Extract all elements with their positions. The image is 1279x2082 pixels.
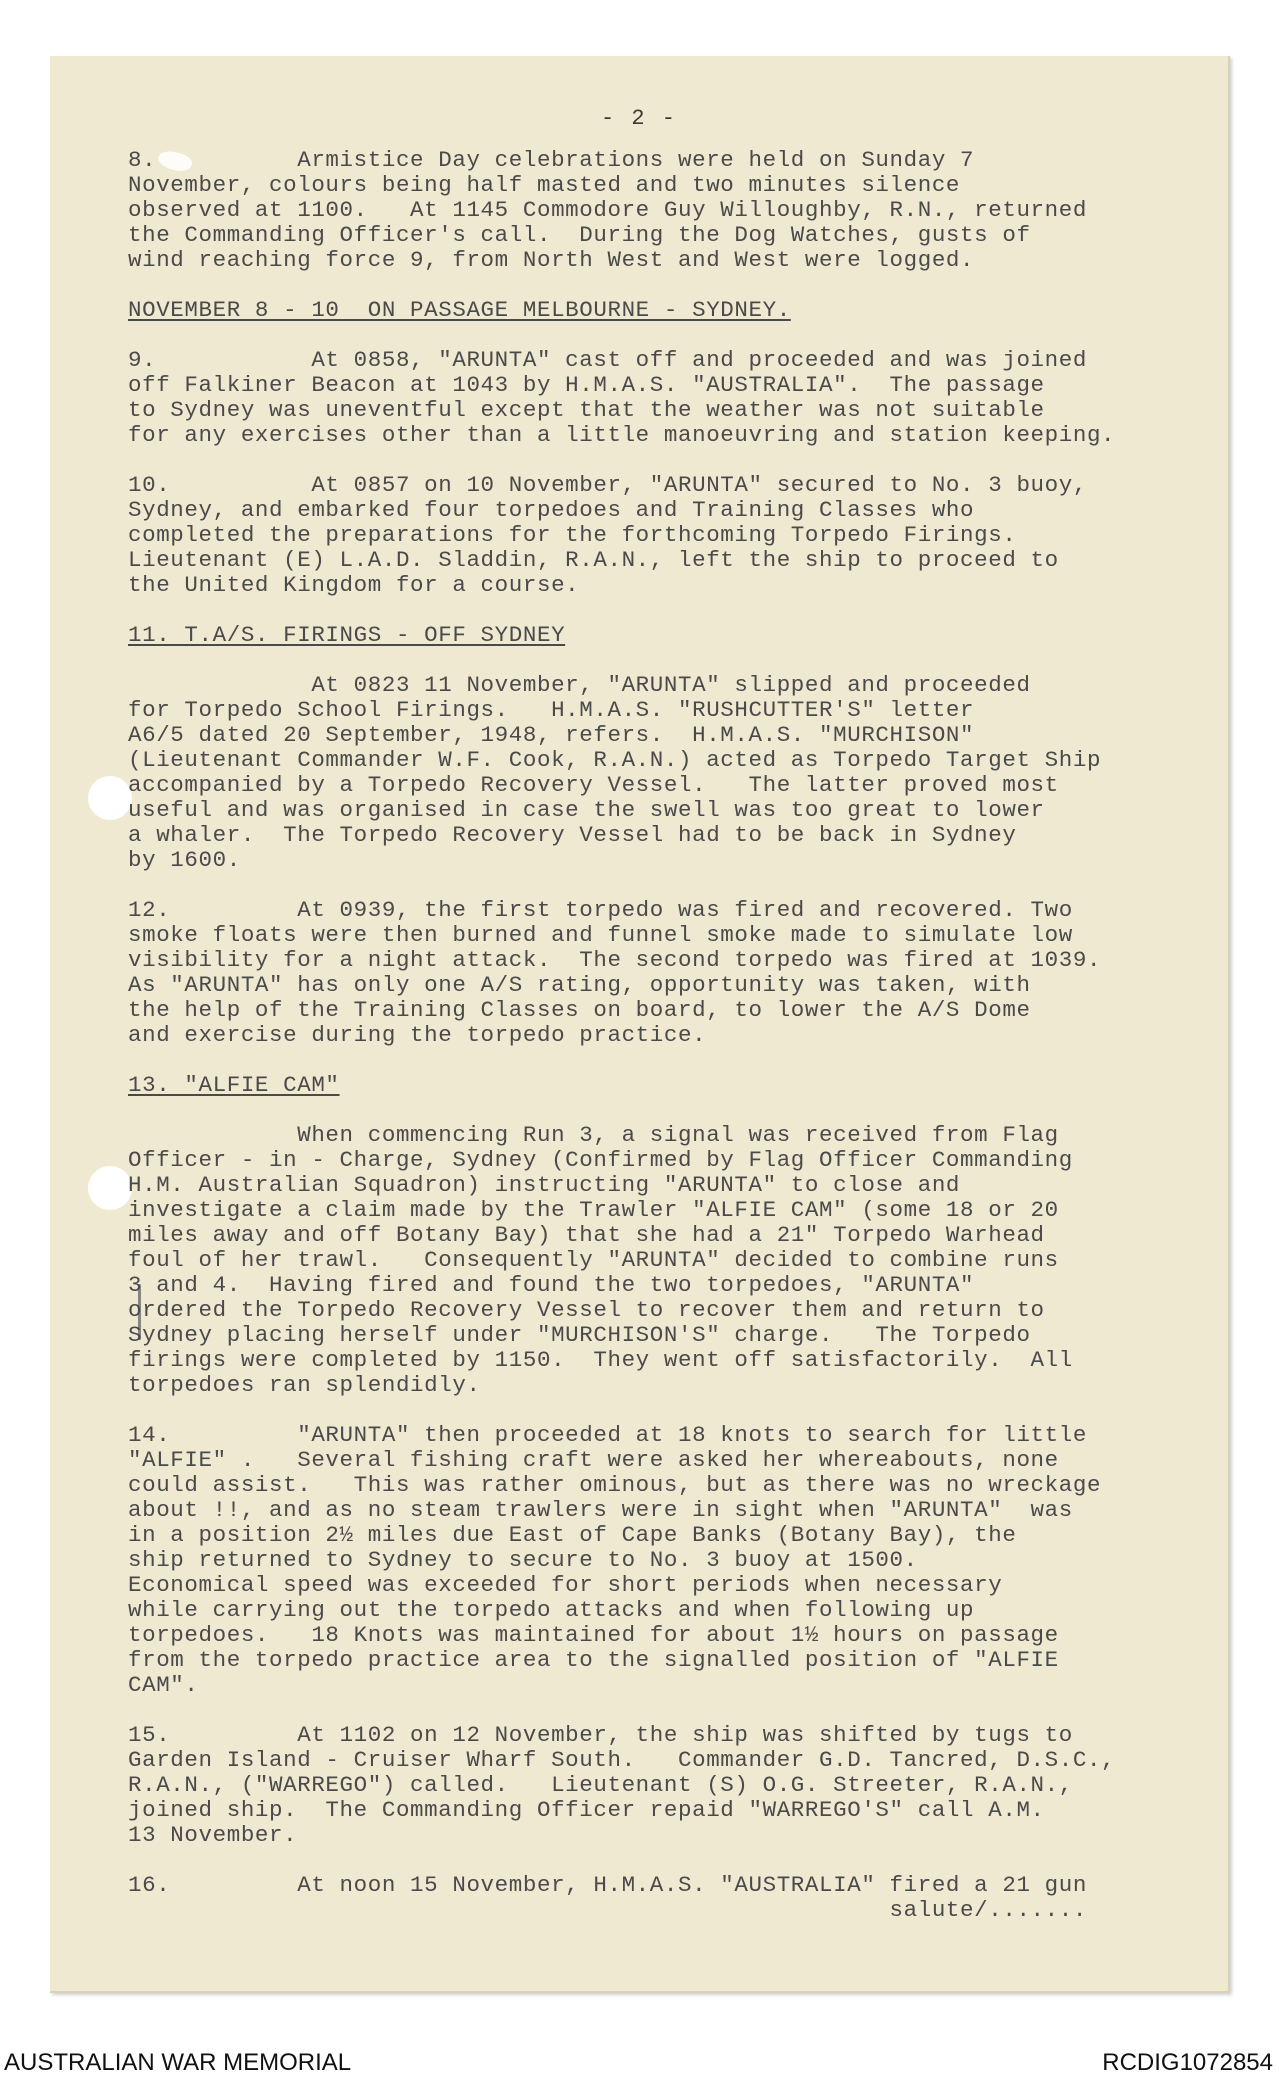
text-line: Officer - in - Charge, Sydney (Confirmed by Flag Officer Commanding [128, 1147, 1073, 1173]
text-line: 15. At 1102 on 12 November, the ship was shifted by tugs to [128, 1722, 1073, 1748]
text-line: Lieutenant (E) L.A.D. Sladdin, R.A.N., left the ship to proceed to [128, 547, 1059, 573]
blank-line [128, 1698, 1158, 1723]
text-line: about !!, and as no steam trawlers were in sight when "ARUNTA" was [128, 1497, 1073, 1523]
text-line: for Torpedo School Firings. H.M.A.S. "RUSHCUTTER'S" letter [128, 697, 975, 723]
page-number: - 2 - [600, 106, 677, 131]
blank-line [128, 598, 1158, 623]
text-line: CAM". [128, 1672, 199, 1698]
blank-line [128, 648, 1158, 673]
text-line: H.M. Australian Squadron) instructing "ARUNTA" to close and [128, 1172, 961, 1198]
blank-line [128, 1398, 1158, 1423]
section-heading: 13. "ALFIE CAM" [128, 1072, 340, 1098]
text-line: off Falkiner Beacon at 1043 by H.M.A.S. "AUSTRALIA". The passage [128, 372, 1045, 398]
text-line: while carrying out the torpedo attacks and when following up [128, 1597, 975, 1623]
blank-line [128, 448, 1158, 473]
text-line: 9. At 0858, "ARUNTA" cast off and proceeded and was joined [128, 347, 1087, 373]
text-line: R.A.N., ("WARREGO") called. Lieutenant (S) O.G. Streeter, R.A.N., [128, 1772, 1073, 1798]
text-line: observed at 1100. At 1145 Commodore Guy Willoughby, R.N., returned [128, 197, 1087, 223]
text-line: useful and was organised in case the swell was too great to lower [128, 797, 1045, 823]
text-line: November, colours being half masted and two minutes silence [128, 172, 961, 198]
text-line: foul of her trawl. Consequently "ARUNTA" decided to combine runs [128, 1247, 1059, 1273]
text-line: 8. Armistice Day celebrations were held on Sunday 7 [128, 147, 975, 173]
text-line: At 0823 11 November, "ARUNTA" slipped and proceeded [128, 672, 1031, 698]
text-line: the help of the Training Classes on board, to lower the A/S Dome [128, 997, 1031, 1023]
text-line: A6/5 dated 20 September, 1948, refers. H.M.A.S. "MURCHISON" [128, 722, 975, 748]
text-line: wind reaching force 9, from North West and West were logged. [128, 247, 975, 273]
text-line: 16. At noon 15 November, H.M.A.S. "AUSTRALIA" fired a 21 gun [128, 1872, 1087, 1898]
text-line: 3 and 4. Having fired and found the two torpedoes, "ARUNTA" [128, 1272, 975, 1298]
blank-line [128, 323, 1158, 348]
text-line: "ALFIE" . Several fishing craft were asked her whereabouts, none [128, 1447, 1059, 1473]
text-line: miles away and off Botany Bay) that she had a 21" Torpedo Warhead [128, 1222, 1045, 1248]
text-line: ship returned to Sydney to secure to No. 3 buoy at 1500. [128, 1547, 918, 1573]
text-line: the United Kingdom for a course. [128, 572, 580, 598]
section-heading: 11. T.A/S. FIRINGS - OFF SYDNEY [128, 622, 566, 648]
text-line: firings were completed by 1150. They went off satisfactorily. All [128, 1347, 1073, 1373]
typed-report-body [128, 148, 1158, 1923]
blank-line [128, 1048, 1158, 1073]
text-line: 13 November. [128, 1822, 298, 1848]
punch-hole-lower [88, 1166, 132, 1210]
text-line: the Commanding Officer's call. During the Dog Watches, gusts of [128, 222, 1031, 248]
blank-line [128, 1848, 1158, 1873]
text-line: could assist. This was rather ominous, but as there was no wreckage [128, 1472, 1102, 1498]
text-line: from the torpedo practice area to the signalled position of "ALFIE [128, 1647, 1059, 1673]
text-line: Sydney placing herself under "MURCHISON'S" charge. The Torpedo [128, 1322, 1031, 1348]
punch-hole-upper [88, 776, 132, 820]
text-line: 14. "ARUNTA" then proceeded at 18 knots to search for little [128, 1422, 1087, 1448]
text-line: investigate a claim made by the Trawler "ALFIE CAM" (some 18 or 20 [128, 1197, 1059, 1223]
text-line: Sydney, and embarked four torpedoes and Training Classes who [128, 497, 975, 523]
text-line: to Sydney was uneventful except that the weather was not suitable [128, 397, 1045, 423]
text-line: a whaler. The Torpedo Recovery Vessel had to be back in Sydney [128, 822, 1017, 848]
text-line: joined ship. The Commanding Officer repaid "WARREGO'S" call A.M. [128, 1797, 1045, 1823]
text-line: torpedoes ran splendidly. [128, 1372, 481, 1398]
text-line: (Lieutenant Commander W.F. Cook, R.A.N.) acted as Torpedo Target Ship [128, 747, 1102, 773]
section-heading: NOVEMBER 8 - 10 ON PASSAGE MELBOURNE - SYDNEY. [128, 297, 791, 323]
footer-institution: AUSTRALIAN WAR MEMORIAL [4, 2049, 352, 2076]
text-line: accompanied by a Torpedo Recovery Vessel. The latter proved most [128, 772, 1059, 798]
text-line: 10. At 0857 on 10 November, "ARUNTA" secured to No. 3 buoy, [128, 472, 1087, 498]
text-line: Economical speed was exceeded for short periods when necessary [128, 1572, 1003, 1598]
text-line: When commencing Run 3, a signal was received from Flag [128, 1122, 1059, 1148]
blank-line [128, 873, 1158, 898]
text-line: Garden Island - Cruiser Wharf South. Commander G.D. Tancred, D.S.C., [128, 1747, 1116, 1773]
text-line: for any exercises other than a little manoeuvring and station keeping. [128, 422, 1116, 448]
text-line: visibility for a night attack. The second torpedo was fired at 1039. [128, 947, 1102, 973]
text-line: salute/....... [128, 1897, 1087, 1923]
text-line: As "ARUNTA" has only one A/S rating, opportunity was taken, with [128, 972, 1031, 998]
text-line: completed the preparations for the forthcoming Torpedo Firings. [128, 522, 1017, 548]
text-line: and exercise during the torpedo practice. [128, 1022, 707, 1048]
text-line: 12. At 0939, the first torpedo was fired and recovered. Two [128, 897, 1073, 923]
text-line: smoke floats were then burned and funnel smoke made to simulate low [128, 922, 1073, 948]
text-line: by 1600. [128, 847, 241, 873]
footer-record-id: RCDIG1072854 [1102, 2049, 1273, 2076]
blank-line [128, 273, 1158, 298]
text-line: ordered the Torpedo Recovery Vessel to recover them and return to [128, 1297, 1045, 1323]
blank-line [128, 1098, 1158, 1123]
text-line: torpedoes. 18 Knots was maintained for about 1½ hours on passage [128, 1622, 1059, 1648]
text-line: in a position 2½ miles due East of Cape Banks (Botany Bay), the [128, 1522, 1017, 1548]
